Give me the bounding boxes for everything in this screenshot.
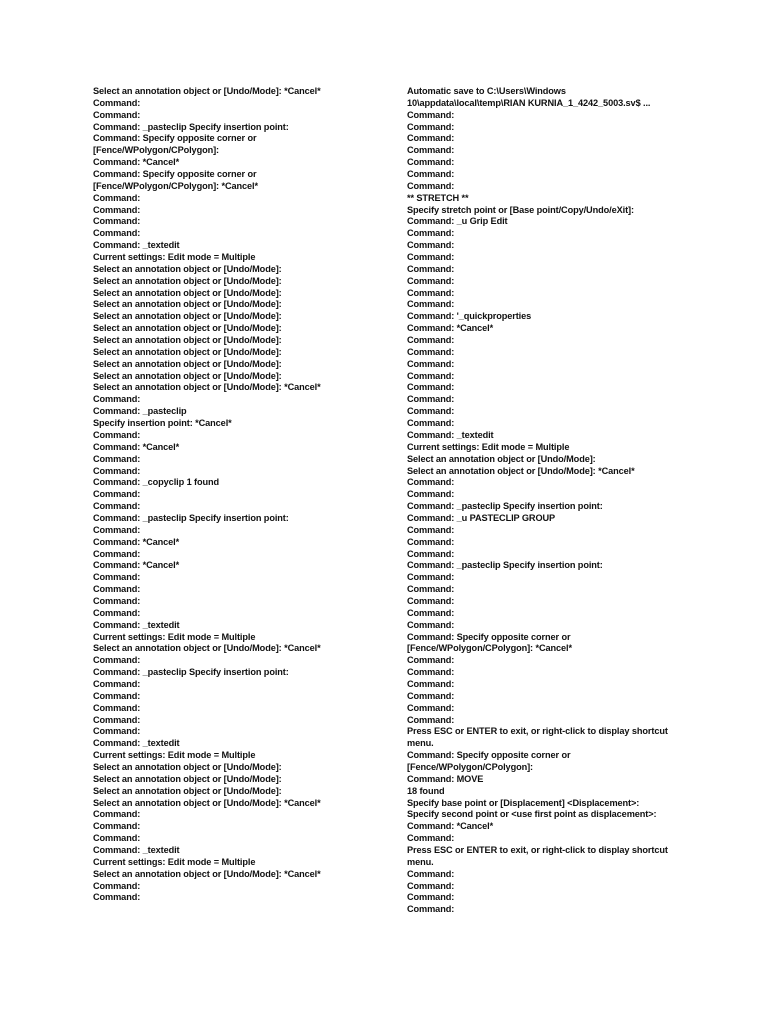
log-line: Command:	[93, 97, 141, 108]
log-line: Command:	[93, 595, 141, 606]
log-line: Select an annotation object or [Undo/Mode]: *Cancel*	[93, 86, 321, 96]
log-line: Command:	[93, 880, 141, 891]
log-line: ** STRETCH **	[407, 192, 469, 203]
log-line: Command: Specify opposite corner or	[93, 169, 257, 180]
log-line: Command:	[407, 335, 455, 346]
log-line: Command: _textedit	[93, 619, 180, 630]
log-line: Command:	[407, 548, 455, 559]
log-line: Command:	[407, 133, 455, 144]
log-line: Command:	[93, 501, 141, 512]
log-line: Select an annotation object or [Undo/Mode]: *Cancel*	[407, 465, 635, 476]
log-line: Command:	[407, 880, 455, 891]
log-line: Command:	[407, 157, 455, 168]
log-line: Command: *Cancel*	[93, 441, 180, 452]
log-line: Command: Specify opposite corner or	[407, 631, 571, 642]
log-line: Command:	[93, 607, 141, 618]
log-line: Automatic save to C:\Users\Windows	[407, 86, 566, 96]
log-line: Command:	[407, 394, 455, 405]
log-line: Command:	[407, 275, 455, 286]
log-line: Command:	[93, 833, 141, 844]
log-line: Command:	[93, 702, 141, 713]
log-line: Command:	[407, 252, 455, 263]
log-line: Specify stretch point or [Base point/Copy/Undo/eXit]:	[407, 204, 634, 215]
log-line: Command:	[93, 548, 141, 559]
log-line: Command:	[407, 572, 455, 583]
log-line: Command: *Cancel*	[93, 157, 180, 168]
log-line: Command:	[407, 584, 455, 595]
log-line: Command:	[93, 204, 141, 215]
log-line: Command:	[93, 572, 141, 583]
log-line: Select an annotation object or [Undo/Mode]: *Cancel*	[93, 797, 321, 808]
log-line: Command:	[407, 299, 455, 310]
command-log-left-column	[93, 86, 393, 904]
log-line: Command:	[93, 809, 141, 820]
log-line: Command:	[407, 655, 455, 666]
log-line: menu.	[407, 738, 434, 749]
log-line: Command:	[407, 287, 455, 298]
log-line: Command: *Cancel*	[93, 536, 180, 547]
log-line: Select an annotation object or [Undo/Mode]:	[93, 773, 282, 784]
log-line: Command:	[407, 370, 455, 381]
log-line: Command: _pasteclip Specify insertion point:	[93, 121, 289, 132]
log-line: Command:	[407, 169, 455, 180]
log-line: Command:	[93, 655, 141, 666]
log-line: Current settings: Edit mode = Multiple	[93, 856, 256, 867]
log-line: Specify second point or <use first point as displacement>:	[407, 809, 657, 820]
log-line: [Fence/WPolygon/CPolygon]:	[93, 145, 220, 156]
log-line: Command:	[407, 892, 455, 903]
log-line: Command:	[407, 489, 455, 500]
log-line: Command:	[407, 418, 455, 429]
log-line: Command: _pasteclip	[93, 406, 187, 417]
log-line: Select an annotation object or [Undo/Mode]:	[93, 346, 282, 357]
log-line: Select an annotation object or [Undo/Mode]:	[93, 335, 282, 346]
log-line: Select an annotation object or [Undo/Mode]:	[93, 785, 282, 796]
log-line: Command:	[407, 180, 455, 191]
log-line: Select an annotation object or [Undo/Mode]:	[93, 370, 282, 381]
log-line: Specify insertion point: *Cancel*	[93, 418, 232, 429]
log-line: Select an annotation object or [Undo/Mode]:	[93, 299, 282, 310]
log-line: Command: _textedit	[93, 845, 180, 855]
log-line: Select an annotation object or [Undo/Mode]:	[93, 275, 282, 286]
log-line: Command:	[93, 584, 141, 595]
log-line: Press ESC or ENTER to exit, or right-click to display shortcut	[407, 845, 668, 855]
log-line: Select an annotation object or [Undo/Mode]:	[93, 287, 282, 298]
log-line: Command:	[407, 607, 455, 618]
log-line: Command: *Cancel*	[407, 323, 494, 334]
log-line: Command:	[407, 240, 455, 251]
log-line: Command: Specify opposite corner or	[407, 750, 571, 761]
log-line: Command:	[407, 868, 455, 879]
log-line: Select an annotation object or [Undo/Mode]:	[93, 323, 282, 334]
log-line: 18 found	[407, 785, 445, 796]
log-line: Command:	[407, 524, 455, 535]
log-line: Select an annotation object or [Undo/Mode]:	[93, 358, 282, 369]
log-line: Command:	[407, 595, 455, 606]
log-line: Select an annotation object or [Undo/Mode]: *Cancel*	[93, 382, 321, 393]
log-line: Command: _u Grip Edit	[407, 216, 508, 227]
log-line: Current settings: Edit mode = Multiple	[93, 750, 256, 761]
log-line: menu.	[407, 856, 434, 867]
log-line: Command: _pasteclip Specify insertion point:	[93, 667, 289, 678]
log-line: Command: '_quickproperties	[407, 311, 532, 322]
log-line: Command:	[407, 477, 455, 488]
log-line: Select an annotation object or [Undo/Mode]:	[93, 263, 282, 274]
log-line: Command: _copyclip 1 found	[93, 477, 220, 488]
log-line: Command: _textedit	[407, 429, 494, 440]
log-line: Command:	[93, 429, 141, 440]
log-line: Command:	[93, 394, 141, 405]
log-line: Command:	[93, 714, 141, 725]
log-line: Command:	[407, 904, 455, 915]
log-line: Command: _pasteclip Specify insertion point:	[93, 512, 289, 523]
log-line: Command:	[93, 821, 141, 832]
log-line: Command:	[407, 702, 455, 713]
log-line: Select an annotation object or [Undo/Mode]: *Cancel*	[93, 643, 321, 654]
log-line: [Fence/WPolygon/CPolygon]: *Cancel*	[93, 180, 258, 191]
log-line: Command: _textedit	[93, 738, 180, 749]
log-line: Command: MOVE	[407, 773, 484, 784]
log-line: Command:	[93, 453, 141, 464]
log-line: Command:	[407, 346, 455, 357]
log-line: Command:	[407, 667, 455, 678]
log-line: Command:	[93, 192, 141, 203]
log-line: Command: _textedit	[93, 240, 180, 251]
log-line: Command:	[407, 406, 455, 417]
log-line: Command:	[93, 726, 141, 737]
log-line: Command: _pasteclip Specify insertion point:	[407, 501, 603, 512]
log-line: 10\appdata\local\temp\RIAN KURNIA_1_4242_5003.sv$ ...	[407, 97, 651, 108]
log-line: Command: *Cancel*	[407, 821, 494, 832]
log-line: Command:	[407, 121, 455, 132]
command-log-right-column	[407, 86, 667, 916]
log-line: Select an annotation object or [Undo/Mode]:	[93, 761, 282, 772]
log-line: Command:	[407, 833, 455, 844]
log-line: Command:	[407, 536, 455, 547]
log-line: Command:	[407, 228, 455, 239]
log-line: Command:	[93, 524, 141, 535]
log-line: Command:	[93, 228, 141, 239]
log-line: Command:	[407, 678, 455, 689]
log-line: Command:	[407, 263, 455, 274]
log-line: Command:	[407, 714, 455, 725]
log-line: Command:	[407, 619, 455, 630]
log-line: [Fence/WPolygon/CPolygon]: *Cancel*	[407, 643, 572, 654]
log-line: Command:	[407, 145, 455, 156]
log-line: Command: Specify opposite corner or	[93, 133, 257, 144]
log-line: Command: *Cancel*	[93, 560, 180, 571]
log-line: Command:	[93, 690, 141, 701]
log-line: Select an annotation object or [Undo/Mode]: *Cancel*	[93, 868, 321, 879]
log-line: Command:	[93, 892, 141, 903]
log-line: Command:	[93, 216, 141, 227]
log-line: Command:	[93, 465, 141, 476]
log-line: Command:	[93, 109, 141, 120]
log-line: Command:	[407, 690, 455, 701]
log-line: Command: _u PASTECLIP GROUP	[407, 512, 556, 523]
log-line: Press ESC or ENTER to exit, or right-click to display shortcut	[407, 726, 668, 737]
log-line: Current settings: Edit mode = Multiple	[93, 631, 256, 642]
log-line: Current settings: Edit mode = Multiple	[93, 252, 256, 263]
log-line: [Fence/WPolygon/CPolygon]:	[407, 761, 534, 772]
log-line: Select an annotation object or [Undo/Mode]:	[407, 453, 596, 464]
log-line: Specify base point or [Displacement] <Displacement>:	[407, 797, 640, 808]
log-line: Command:	[407, 358, 455, 369]
log-line: Command: _pasteclip Specify insertion point:	[407, 560, 603, 571]
log-line: Command:	[93, 489, 141, 500]
log-line: Command:	[93, 678, 141, 689]
log-line: Command:	[407, 382, 455, 393]
log-line: Command:	[407, 109, 455, 120]
log-line: Current settings: Edit mode = Multiple	[407, 441, 570, 452]
log-line: Select an annotation object or [Undo/Mode]:	[93, 311, 282, 322]
